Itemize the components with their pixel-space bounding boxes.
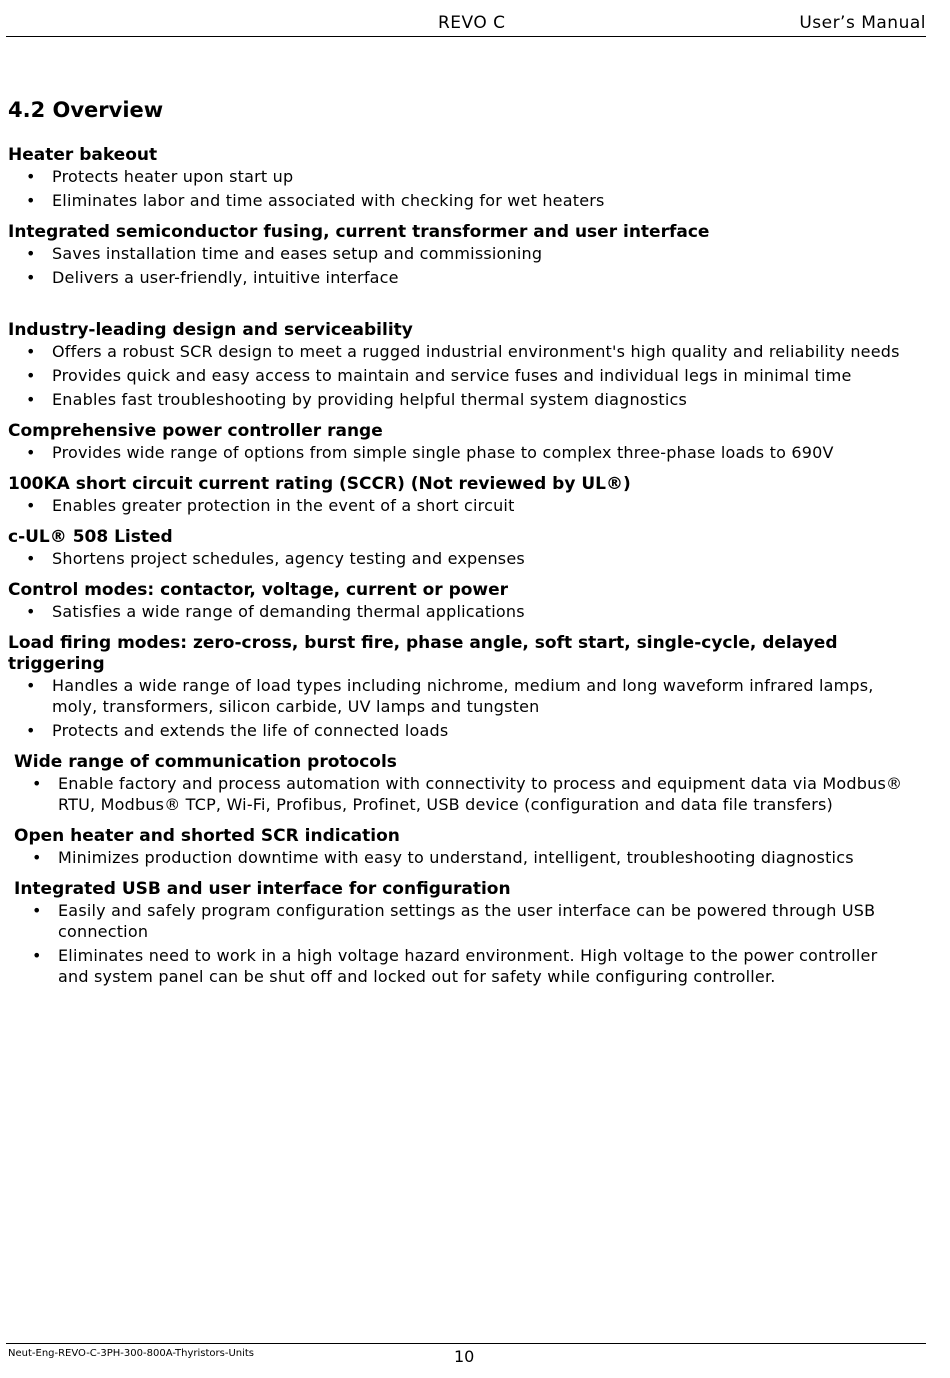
header-doc-type: User’s Manual (799, 13, 926, 33)
bullet-list (8, 243, 908, 288)
bullet-item: • Provides quick and easy access to maintain and service fuses and individual legs in minimal time (8, 365, 908, 386)
feature-title: Heater bakeout (8, 145, 158, 165)
feature-block (8, 527, 908, 569)
bullet-item: • Enable factory and process automation with connectivity to process and equipment data via Modbus® RTU, Modbus® TCP, Wi-Fi, Profibus, Profinet, USB device (configuration and data file transfers) (14, 773, 908, 815)
feature-title: Load firing modes: zero-cross, burst fire, phase angle, soft start, single-cycle, delayed triggering (8, 633, 838, 674)
bullet-item: • Eliminates need to work in a high voltage hazard environment. High voltage to the power controller and system panel can be shut off and locked out for safety while configuring controller. (14, 945, 908, 987)
page-number: 10 (454, 1347, 475, 1366)
header-title: REVO C (438, 13, 506, 33)
bullet-list (8, 548, 908, 569)
feature-title: Integrated USB and user interface for configuration (14, 879, 511, 899)
feature-block (8, 222, 908, 288)
features-list (8, 145, 908, 998)
feature-block (8, 633, 908, 741)
feature-title: 100KA short circuit current rating (SCCR) (Not reviewed by UL®) (8, 474, 631, 494)
bullet-list (8, 442, 908, 463)
bullet-list (8, 675, 908, 741)
bullet-list (8, 166, 908, 211)
bullet-item: • Eliminates labor and time associated with checking for wet heaters (8, 190, 908, 211)
feature-title: Integrated semiconductor fusing, current transformer and user interface (8, 222, 710, 242)
bullet-item: • Protects heater upon start up (8, 166, 908, 187)
page-footer (6, 1343, 926, 1366)
feature-title: Open heater and shorted SCR indication (14, 826, 400, 846)
feature-block (14, 826, 908, 868)
feature-block (8, 474, 908, 516)
bullet-item: • Easily and safely program configuration settings as the user interface can be powered through USB connection (14, 900, 908, 942)
feature-block (8, 145, 908, 211)
bullet-item: • Delivers a user-friendly, intuitive interface (8, 267, 908, 288)
bullet-list (14, 847, 908, 868)
page-header (6, 0, 926, 37)
feature-block (8, 320, 908, 410)
feature-block (8, 421, 908, 463)
section-title: 4.2 Overview (8, 98, 164, 122)
bullet-item: • Provides wide range of options from simple single phase to complex three-phase loads to 690V (8, 442, 908, 463)
bullet-item: • Offers a robust SCR design to meet a rugged industrial environment's high quality and reliability needs (8, 341, 908, 362)
feature-block (14, 752, 908, 815)
bullet-item: • Enables greater protection in the event of a short circuit (8, 495, 908, 516)
bullet-item: • Shortens project schedules, agency testing and expenses (8, 548, 908, 569)
bullet-item: • Handles a wide range of load types including nichrome, medium and long waveform infrared lamps, moly, transformers, silicon carbide, UV lamps and tungsten (8, 675, 908, 717)
bullet-list (14, 900, 908, 987)
bullet-list (8, 601, 908, 622)
feature-title: Comprehensive power controller range (8, 421, 383, 441)
feature-block (8, 580, 908, 622)
feature-title: Industry-leading design and serviceability (8, 320, 413, 340)
bullet-list (8, 495, 908, 516)
bullet-list (14, 773, 908, 815)
bullet-list (8, 341, 908, 410)
feature-title: c-UL® 508 Listed (8, 527, 173, 547)
footer-doc-code: Neut-Eng-REVO-C-3PH-300-800A-Thyristors-Units (8, 1348, 255, 1359)
bullet-item: • Protects and extends the life of connected loads (8, 720, 908, 741)
feature-title: Wide range of communication protocols (14, 752, 397, 772)
feature-title: Control modes: contactor, voltage, current or power (8, 580, 509, 600)
bullet-item: • Saves installation time and eases setup and commissioning (8, 243, 908, 264)
bullet-item: • Satisfies a wide range of demanding thermal applications (8, 601, 908, 622)
bullet-item: • Enables fast troubleshooting by providing helpful thermal system diagnostics (8, 389, 908, 410)
feature-block (14, 879, 908, 987)
bullet-item: • Minimizes production downtime with easy to understand, intelligent, troubleshooting diagnostics (14, 847, 908, 868)
